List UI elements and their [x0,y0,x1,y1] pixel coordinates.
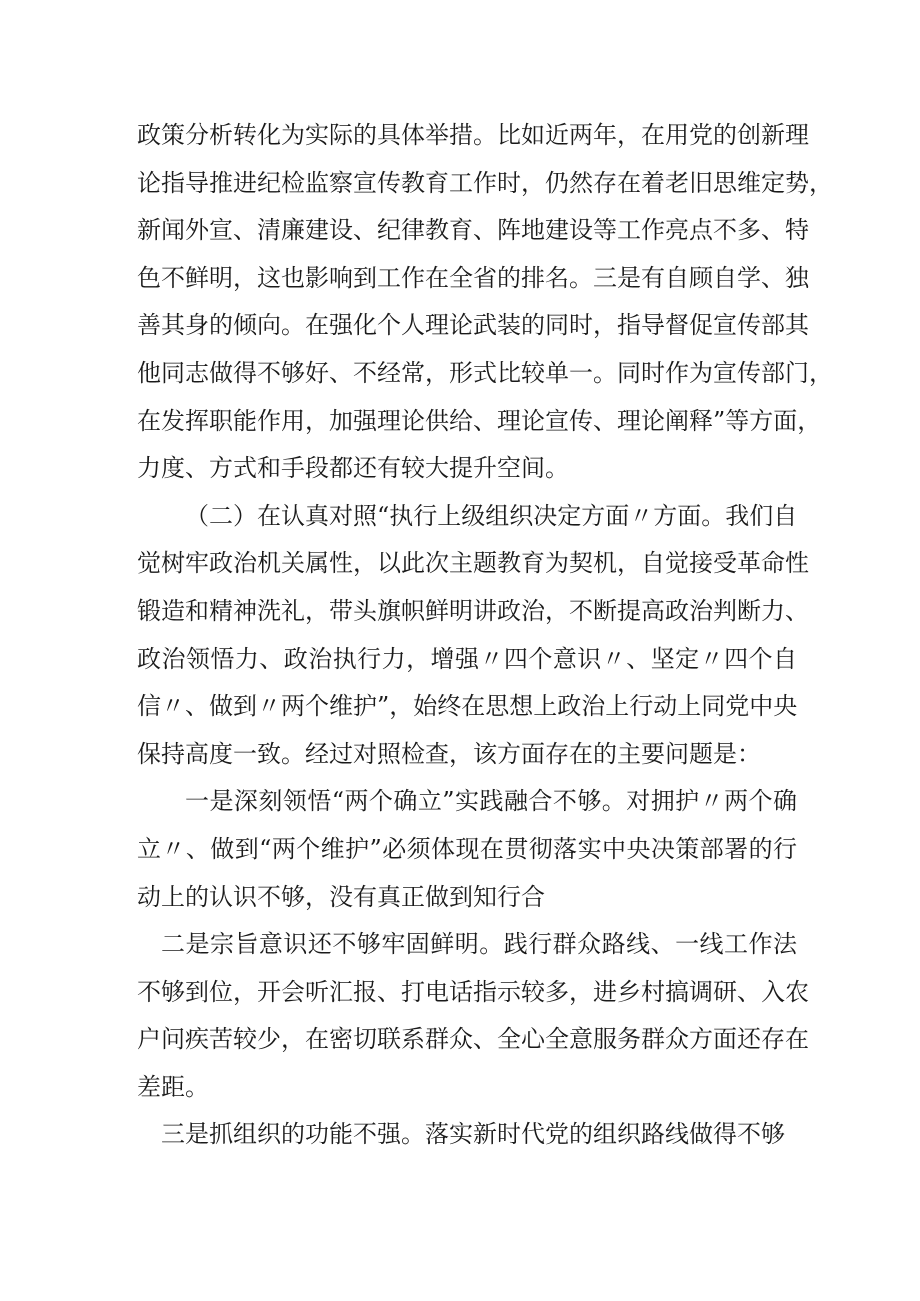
text-line: （二）在认真对照“执行上级组织决定方面〃方面。我们自 [185,501,798,530]
text-line: 政治领悟力、政治执行力，增强〃四个意识〃、坚定〃四个自 [137,644,797,673]
text-line: 他同志做得不够好、不经常，形式比较单一。同时作为宣传部门， [137,358,833,387]
text-line: 二是宗旨意识还不够牢固鲜明。践行群众路线、一线工作法 [161,930,797,959]
document-body [137,112,833,1159]
text-line: 保持高度一致。经过对照检查，该方面存在的主要问题是： [137,739,761,768]
text-line: 差距。 [137,1072,209,1101]
text-line: 锻造和精神洗礼，带头旗帜鲜明讲政治，不断提高政治判断力、 [137,596,809,625]
text-line: 善其身的倾向。在强化个人理论武装的同时，指导督促宣传部其 [137,311,809,340]
text-line: 在发挥职能作用，加强理论供给、理论宣传、理论阐释”等方面， [137,406,822,435]
text-line: 新闻外宣、清廉建设、纪律教育、阵地建设等工作亮点不多、特 [137,216,809,245]
text-line: 户问疾苦较少，在密切联系群众、全心全意服务群众方面还存在 [137,1025,809,1054]
text-line: 不够到位，开会听汇报、打电话指示较多，进乡村搞调研、入农 [137,977,809,1006]
text-line: 政策分析转化为实际的具体举措。比如近两年，在用党的创新理 [137,121,809,149]
text-line: 立〃、做到“两个维护”必须体现在贯彻落实中央决策部署的行 [137,834,797,863]
text-line: 一是深刻领悟“两个确立”实践融合不够。对拥护〃两个确 [185,787,797,816]
text-line: 论指导推进纪检监察宣传教育工作时，仍然存在着老旧思维定势， [137,168,833,197]
text-line: 力度、方式和手段都还有较大提升空间。 [137,454,569,483]
text-line: 信〃、做到〃两个维护”，始终在思想上政治上行动上同党中央 [137,692,798,721]
text-line: 色不鲜明，这也影响到工作在全省的排名。三是有自顾自学、独 [137,263,809,292]
text-line: 动上的认识不够，没有真正做到知行合 [137,882,545,911]
text-line: 觉树牢政治机关属性，以此次主题教育为契机，自觉接受革命性 [137,549,809,578]
text-line: 三是抓组织的功能不强。落实新时代党的组织路线做得不够 [161,1120,785,1149]
